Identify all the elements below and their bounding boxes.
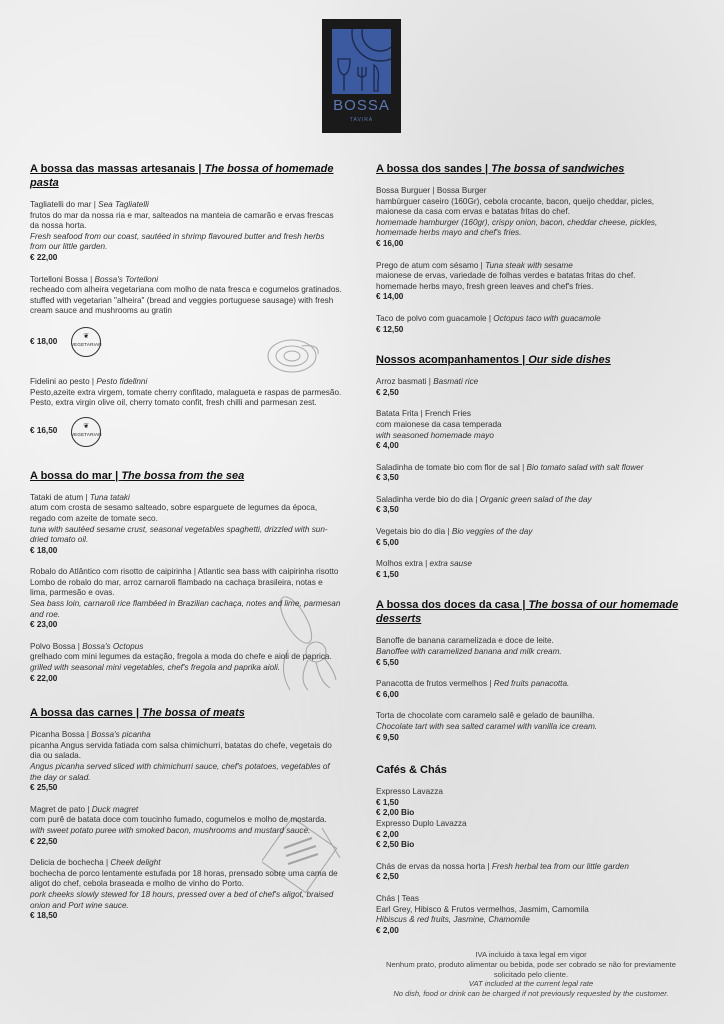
item-name-en: Bio tomato salad with salt flower bbox=[526, 462, 644, 472]
section-title-pt: A bossa do mar | bbox=[30, 469, 122, 482]
menu-left-column bbox=[30, 162, 342, 933]
item-name-en: Octopus taco with guacamole bbox=[493, 313, 601, 323]
menu-item-torta bbox=[376, 711, 686, 743]
section-title-pt: A bossa dos doces da casa | bbox=[376, 599, 529, 612]
item-name-pt: Panacotta de frutos vermelhos | bbox=[376, 679, 494, 689]
item-name-pt: Chás de ervas da nossa horta | bbox=[376, 861, 492, 871]
item-name-en: Basmati rice bbox=[433, 377, 479, 387]
item-description-en: tuna with sautéed sesame crust, seasonal vegetables spaghetti, drizzled with sun-dried tomato oil. bbox=[30, 524, 328, 545]
item-name-en: Fresh herbal tea from our little garden bbox=[491, 861, 629, 871]
menu-item-teas bbox=[376, 894, 686, 936]
item-price: € 3,50 bbox=[376, 473, 399, 483]
section-title-sea bbox=[30, 469, 342, 483]
menu-item-tataki bbox=[30, 493, 342, 557]
menu-item-green-salad bbox=[376, 495, 686, 516]
restaurant-logo bbox=[322, 19, 401, 133]
item-name-pt: Saladinha verde bio do dia | bbox=[376, 494, 480, 504]
item-price: € 2,50 bbox=[376, 387, 399, 397]
item-description-pt: recheado com alheira vegetariana com molho de nata fresca e cogumelos gratinados. bbox=[30, 285, 342, 295]
item-price: € 5,50 bbox=[376, 657, 399, 667]
section-title-meats bbox=[30, 706, 342, 720]
section-title-en: The bossa from the sea bbox=[121, 469, 245, 482]
item-name: Chás | Teas bbox=[376, 893, 419, 903]
section-title-sandwiches bbox=[376, 162, 686, 176]
item-name: Expresso Lavazza bbox=[376, 787, 443, 797]
menu-item-prego bbox=[376, 261, 686, 303]
item-name: Torta de chocolate com caramelo salê e gelado de baunilha. bbox=[376, 711, 595, 721]
item-name-pt: Vegetais bio do dia | bbox=[376, 527, 452, 537]
menu-item-arroz bbox=[376, 377, 686, 398]
section-title-en: The bossa of sandwiches bbox=[491, 163, 625, 175]
item-description-en: Fresh seafood from our coast, sautéed in shrimp flavoured butter and fresh herbs from our little garden. bbox=[30, 231, 325, 252]
item-name-pt: Molhos extra | bbox=[376, 559, 430, 569]
item-description-en: Banoffee with caramelized banana and milk cream. bbox=[376, 647, 562, 657]
item-name-pt: Robalo do Atlântico com risotto de caipirinha | Atlantic sea bass with caipirinha risotto bbox=[30, 567, 339, 577]
menu-item-vegetais bbox=[376, 527, 686, 548]
menu-item-robalo bbox=[30, 567, 342, 631]
item-description-en: Hibiscus & red fruits, Jasmine, Chamomile bbox=[376, 915, 530, 925]
menu-item-tagliatelli bbox=[30, 200, 342, 264]
item-name-pt: Picanha Bossa | bbox=[30, 730, 92, 740]
menu-item-taco bbox=[376, 314, 686, 335]
item-name: Expresso Duplo Lavazza bbox=[376, 818, 467, 828]
section-title-en: Our side dishes bbox=[528, 354, 611, 367]
section-title-pt: A bossa dos sandes | bbox=[376, 163, 492, 175]
item-description-pt: Pesto,azeite extra virgem, tomate cherry confitado, malagueta e raspas de parmesão. bbox=[30, 387, 342, 397]
item-price: € 22,50 bbox=[30, 836, 58, 846]
section-title-en: The bossa of our homemade desserts bbox=[376, 599, 679, 626]
item-name: Bossa Burguer | Bossa Burger bbox=[376, 186, 487, 195]
item-price: € 2,50 bbox=[376, 872, 399, 882]
item-name-pt: Fidelini ao pesto | bbox=[30, 376, 97, 386]
item-description-pt: hambúrguer caseiro (160Gr), cebola crocante, bacon, queijo cheddar, picles, maionese da casa com ervas e batatas fritas do chef. bbox=[376, 196, 655, 217]
logo-name: BOSSA bbox=[333, 97, 390, 114]
item-price: € 2,00 bbox=[376, 829, 399, 839]
item-name-en: Bossa's picanha bbox=[91, 730, 151, 740]
item-name: Banoffe de banana caramelizada e doce de leite. bbox=[376, 636, 554, 646]
item-name: Batata Frita | French Fries bbox=[376, 409, 471, 419]
item-name-en: Cheek delight bbox=[110, 858, 161, 868]
vegetarian-badge-label: VEGETARIAN bbox=[70, 431, 102, 437]
item-description-en: with sweet potato puree with smoked bacon, mushrooms and mustard sauce. bbox=[30, 825, 311, 835]
menu-item-espresso bbox=[376, 787, 686, 819]
item-price: € 6,00 bbox=[376, 689, 399, 699]
item-price: € 22,00 bbox=[30, 673, 58, 683]
item-description-pt: maionese de ervas, variedade de folhas verdes e batatas fritas do chef. bbox=[376, 271, 636, 281]
item-price: € 9,50 bbox=[376, 732, 399, 742]
legal-footer bbox=[376, 950, 686, 999]
section-title-en: The bossa of meats bbox=[142, 707, 245, 720]
menu-item-batata-frita bbox=[376, 409, 686, 451]
item-price: € 1,50 bbox=[376, 797, 399, 807]
section-title-coffee: Cafés & Chás bbox=[376, 764, 447, 777]
item-price: € 3,50 bbox=[376, 505, 399, 515]
item-description-en: homemade herbs mayo, fresh green leaves and chef's fries. bbox=[376, 281, 594, 291]
item-name-pt: Tagliatelli do mar | bbox=[30, 200, 99, 209]
menu-item-polvo bbox=[30, 642, 342, 684]
menu-item-bochecha bbox=[30, 858, 342, 922]
item-price: € 18,00 bbox=[30, 545, 58, 555]
item-description-pt: bochecha de porco lentamente estufada por 18 horas, prensado sobre uma cama de aligot do chef, cebola braseada e molho de vinho do Porto. bbox=[30, 868, 338, 889]
menu-item-banoffe bbox=[376, 636, 686, 668]
item-description-en: Pesto, extra virgin olive oil, cherry tomato confit, fresh chilli and parmesan zest. bbox=[30, 398, 317, 408]
item-name-pt: Delicia de bochecha | bbox=[30, 858, 111, 868]
menu-item-double-espresso bbox=[376, 819, 686, 851]
item-name-en: extra sause bbox=[429, 559, 472, 569]
menu-item-molhos bbox=[376, 559, 686, 580]
item-description-en: grilled with seasonal mini vegetables, chef's fregola and paprika aioli. bbox=[30, 663, 281, 673]
item-name-en: Pesto fidellnni bbox=[96, 376, 148, 386]
item-name-pt: Taco de polvo com guacamole | bbox=[376, 313, 494, 323]
item-description-pt: Earl Grey, Hibisco & Frutos vermelhos, Jasmim, Camomila bbox=[376, 904, 589, 914]
item-name-en: Tuna steak with sesame bbox=[485, 260, 573, 270]
item-name-en: Bossa's Octopus bbox=[82, 641, 144, 651]
vegetarian-badge-label: VEGETARIAN bbox=[70, 342, 102, 348]
item-price-bio: € 2,50 Bio bbox=[376, 840, 415, 850]
section-title-sides bbox=[376, 353, 686, 367]
item-description-pt: frutos do mar da nossa ria e mar, salteados na manteia de camarão e ervas frescas da nossa horta. bbox=[30, 210, 334, 231]
item-description-en: stuffed with vegetarian "alheira" (bread and veggies portuguese sausage) with fresh cream sauce and mushrooms au gratin bbox=[30, 295, 334, 316]
item-price: € 14,00 bbox=[376, 292, 404, 302]
item-description-pt: Lombo de robalo do mar, arroz carnaroli flambado na cachaça brasileira, notas e lima, parmesão e ovas. bbox=[30, 577, 323, 598]
section-title-pasta bbox=[30, 162, 342, 190]
vegetarian-badge-icon: ❦ VEGETARIAN bbox=[71, 417, 101, 447]
section-title-pt: Nossos acompanhamentos | bbox=[376, 354, 529, 367]
section-title-pt: A bossa das massas artesanais | bbox=[30, 163, 205, 175]
item-name-en: Tuna tataki bbox=[89, 492, 130, 502]
item-name-pt: Tortelloni Bossa | bbox=[30, 274, 95, 284]
menu-item-tomato-salad bbox=[376, 463, 686, 484]
item-price: € 1,50 bbox=[376, 569, 399, 579]
section-title-pt: A bossa das carnes | bbox=[30, 707, 143, 720]
item-description-en: Sea bass loin, carnaroli rice flambéed in Brazilian cachaça, notes and lime, parmesan and roe. bbox=[30, 599, 341, 619]
item-name-en: Sea Tagliatelli bbox=[98, 200, 149, 209]
item-price: € 16,00 bbox=[376, 238, 404, 248]
item-name-pt: Magret de pato | bbox=[30, 804, 92, 814]
item-description-pt: atum com crosta de sesamo salteado, sobre esparguete de legumes da época, regado com azeite de tomate seco. bbox=[30, 503, 318, 523]
item-name-en: Organic green salad of the day bbox=[479, 494, 592, 504]
item-description-pt: grelhado com mini legumes da estação, fregola a moda do chefe e aioli de paprica. bbox=[30, 652, 332, 662]
item-price: € 22,00 bbox=[30, 252, 58, 262]
item-name-pt: Arroz basmati | bbox=[376, 377, 434, 387]
item-price: € 18,50 bbox=[30, 911, 58, 921]
item-price-bio: € 2,00 Bio bbox=[376, 808, 415, 818]
menu-item-fidelini bbox=[30, 377, 342, 447]
item-price: € 2,00 bbox=[376, 925, 399, 935]
logo-tableware-illustration bbox=[332, 29, 391, 94]
item-description-pt: com maionese da casa temperada bbox=[376, 419, 502, 429]
item-description-pt: com purê de batata doce com toucinho fumado, cogumelos e molho de mostarda. bbox=[30, 815, 327, 825]
item-name-pt: Polvo Bossa | bbox=[30, 641, 83, 651]
item-description-en: Angus picanha served sliced with chimichurri sauce, chef's potatoes, vegetables of the day or salad. bbox=[30, 762, 330, 782]
footer-charge-pt: Nenhum prato, produto alimentar ou bebida, pode ser cobrado se não for previamente solicitado pelo cliente. bbox=[385, 959, 676, 979]
item-description-en: Chocolate tart with sea salted caramel with vanilla ice cream. bbox=[376, 722, 598, 731]
item-name-en: Duck magret bbox=[91, 804, 139, 814]
item-name-pt: Saladinha de tomate bio com flor de sal | bbox=[376, 462, 527, 472]
footer-vat-pt: IVA incluido à taxa legal em vigor bbox=[475, 950, 587, 959]
item-name-en: Bossa's Tortelloni bbox=[94, 274, 159, 284]
menu-item-magret bbox=[30, 805, 342, 847]
section-title-en: The bossa of homemade pasta bbox=[30, 163, 334, 189]
item-price: € 12,50 bbox=[376, 324, 404, 334]
item-description-pt: picanha Angus servida fatiada com salsa chimichurri, batatas do chefe, vegetais do dia ou salada. bbox=[30, 740, 332, 761]
item-price: € 18,00 bbox=[30, 336, 58, 346]
item-price: € 5,00 bbox=[376, 537, 399, 547]
logo-subtitle: TAVIRA bbox=[349, 117, 374, 123]
item-description-en: homemade hamburger (160gr), crispy onion, bacon, cheddar cheese, pickles, homemade herbs mayo and chef's fries. bbox=[376, 217, 658, 238]
item-price: € 23,00 bbox=[30, 620, 58, 630]
footer-vat-en: VAT included at the current legal rate bbox=[468, 979, 594, 989]
item-price: € 16,50 bbox=[30, 426, 58, 436]
item-name-pt: Prego de atum com sésamo | bbox=[376, 260, 486, 270]
item-name-pt: Tataki de atum | bbox=[30, 492, 90, 502]
item-name-en: Red fruits panacotta. bbox=[493, 679, 570, 689]
item-description-en: with seasoned homemade mayo bbox=[376, 430, 494, 440]
menu-item-panacotta bbox=[376, 679, 686, 700]
item-price: € 4,00 bbox=[376, 441, 399, 451]
item-price: € 25,50 bbox=[30, 783, 58, 793]
menu-item-picanha bbox=[30, 730, 342, 794]
menu-right-column bbox=[376, 162, 686, 947]
section-title-desserts bbox=[376, 598, 686, 626]
item-description-en: pork cheeks slowly stewed for 18 hours, pressed over a bed of chef's aligot, braised onion and Port wine sauce. bbox=[30, 889, 334, 910]
menu-item-burger bbox=[376, 186, 686, 250]
plate-cutlery-icon bbox=[332, 29, 391, 94]
item-name-en: Bio veggies of the day bbox=[451, 527, 533, 537]
footer-charge-en: No dish, food or drink can be charged if not previously requested by the customer. bbox=[393, 989, 669, 999]
menu-item-herbal-tea bbox=[376, 862, 686, 883]
vegetarian-badge-icon: ❦ VEGETARIAN bbox=[71, 327, 101, 357]
menu-item-tortelloni bbox=[30, 275, 342, 357]
